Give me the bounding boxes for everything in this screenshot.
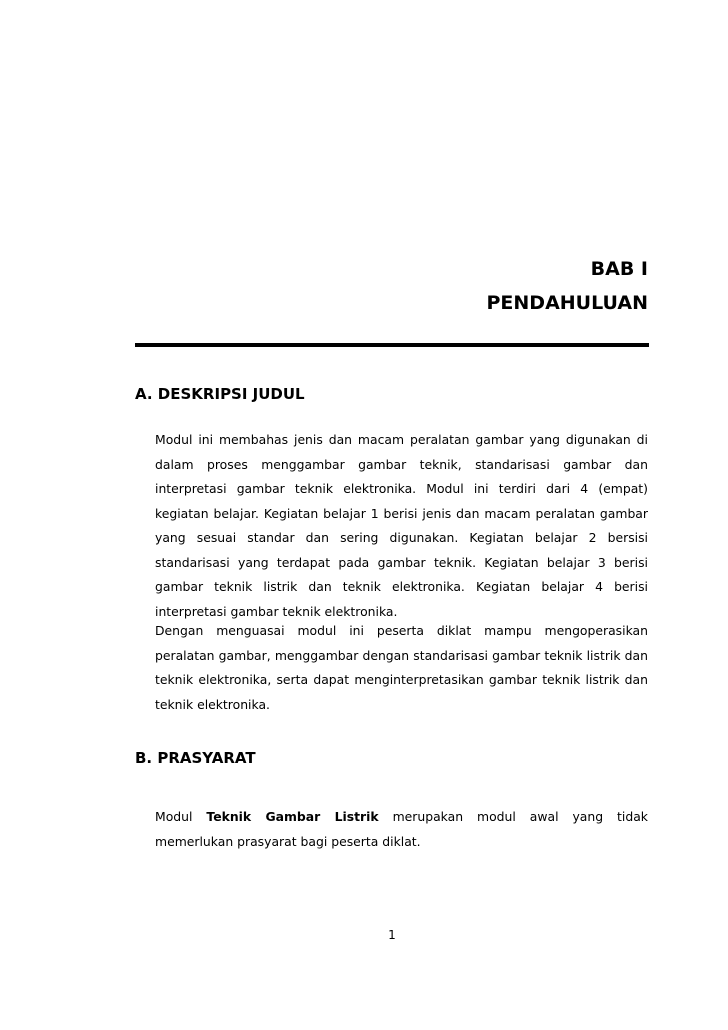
page-number: 1 (388, 928, 396, 942)
section-a-heading: A. DESKRIPSI JUDUL (135, 385, 305, 403)
module-title-emphasis: Teknik Gambar Listrik (206, 809, 379, 824)
section-a-paragraph-1: Modul ini membahas jenis dan macam peralatan gambar yang digunakan di dalam proses menggambar gambar teknik, standarisasi gambar dan interpretasi gambar teknik elektronika. Modul ini terdiri dari 4 (empat) kegiatan belajar. Kegiatan belajar 1 berisi jenis dan macam peralatan gambar yang sesuai standar dan sering digunakan. Kegiatan belajar 2 bersisi standarisasi yang terdapat pada gambar teknik. Kegiatan belajar 3 berisi gambar teknik listrik dan teknik elektronika. Kegiatan belajar 4 berisi interpretasi gambar teknik elektronika. (155, 432, 648, 619)
paragraph-text-rest: merupakan modul awal yang tidak memerlukan prasyarat bagi peserta diklat. (155, 809, 648, 849)
chapter-divider (135, 343, 649, 347)
section-a-paragraph-2: Dengan menguasai modul ini peserta diklat mampu mengoperasikan peralatan gambar, menggambar dengan standarisasi gambar teknik listrik dan teknik elektronika, serta dapat menginterpretasikan gambar teknik listrik dan teknik elektronika. (155, 623, 648, 712)
chapter-number: BAB I (590, 258, 648, 280)
section-b-paragraph (155, 805, 648, 854)
chapter-title: PENDAHULUAN (486, 292, 648, 314)
section-b-heading: B. PRASYARAT (135, 749, 256, 767)
paragraph-text-prefix: Modul (155, 809, 193, 824)
